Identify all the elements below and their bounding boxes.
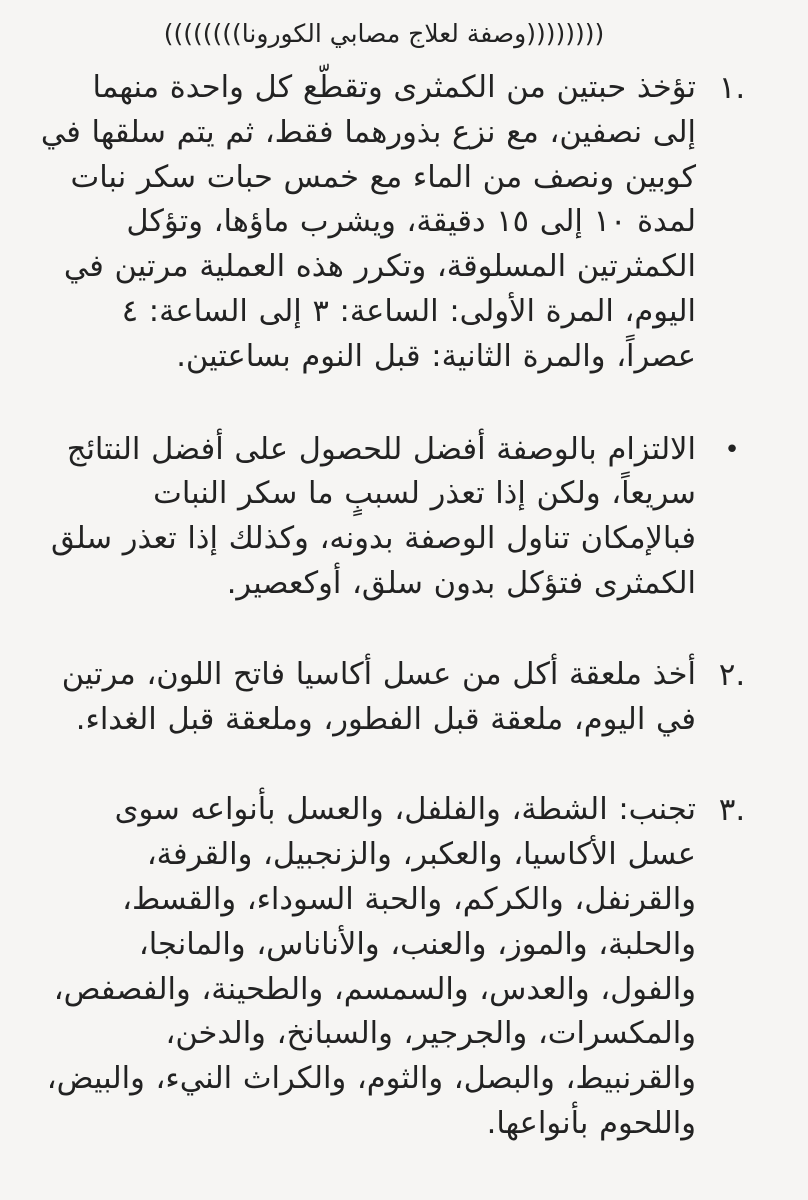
bullet-item-text: الالتزام بالوصفة أفضل للحصول على أفضل النتائج سريعاً، ولكن إذا تعذر لسببٍ ما سكر النبات فبالإمكان تناول الوصفة بدونه، وكذلك إذا تعذر سلق الكمثرى فتؤكل بدون سلق، أوكعصير. bbox=[50, 431, 696, 601]
list-item-3 bbox=[40, 788, 768, 1146]
list-item-2 bbox=[40, 653, 768, 743]
list-item-3-text: تجنب: الشطة، والفلفل، والعسل بأنواعه سوى عسل الأكاسيا، والعكبر، والزنجبيل، والقرفة، والقرنفل، والكركم، والحبة السوداء، والقسط، والحلبة، والموز، والعنب، والأناناس، والمانجا، والفول، والعدس، والسمسم، والطحينة، والفصفص، والمكسرات، والجرجير، والسبانخ، والدخن، والقرنبيط، والبصل، والثوم، والكراث النيء، والبيض، واللحوم بأنواعها. bbox=[46, 792, 696, 1141]
list-number-3: ٣. bbox=[718, 792, 746, 829]
bullet-marker: • bbox=[724, 434, 740, 465]
list-number-2: ٢. bbox=[718, 656, 746, 693]
list-item-2-text: أخذ ملعقة أكل من عسل أكاسيا فاتح اللون، مرتين في اليوم، ملعقة قبل الفطور، وملعقة قبل الغداء. bbox=[61, 656, 696, 737]
list-item-1-text: تؤخذ حبتين من الكمثرى وتقطّع كل واحدة منهما إلى نصفين، مع نزع بذورهما فقط، ثم يتم سلقها في كوبين ونصف من الماء مع خمس حبات سكر نبات لمدة ١٠ إلى ١٥ دقيقة، ويشرب ماؤها، وتؤكل الكمثرتين المسلوقة، وتكرر هذه العملية مرتين في اليوم، المرة الأولى: الساعة: ٣ إلى الساعة: ٤ عصراً، والمرة الثانية: قبل النوم بساعتين. bbox=[40, 70, 696, 374]
bullet-item bbox=[40, 428, 768, 607]
list-number-1: ١. bbox=[718, 70, 746, 106]
page-title: ((((((((وصفة لعلاج مصابي الكورونا)))))))) bbox=[163, 19, 605, 48]
list-item-1 bbox=[40, 66, 768, 380]
